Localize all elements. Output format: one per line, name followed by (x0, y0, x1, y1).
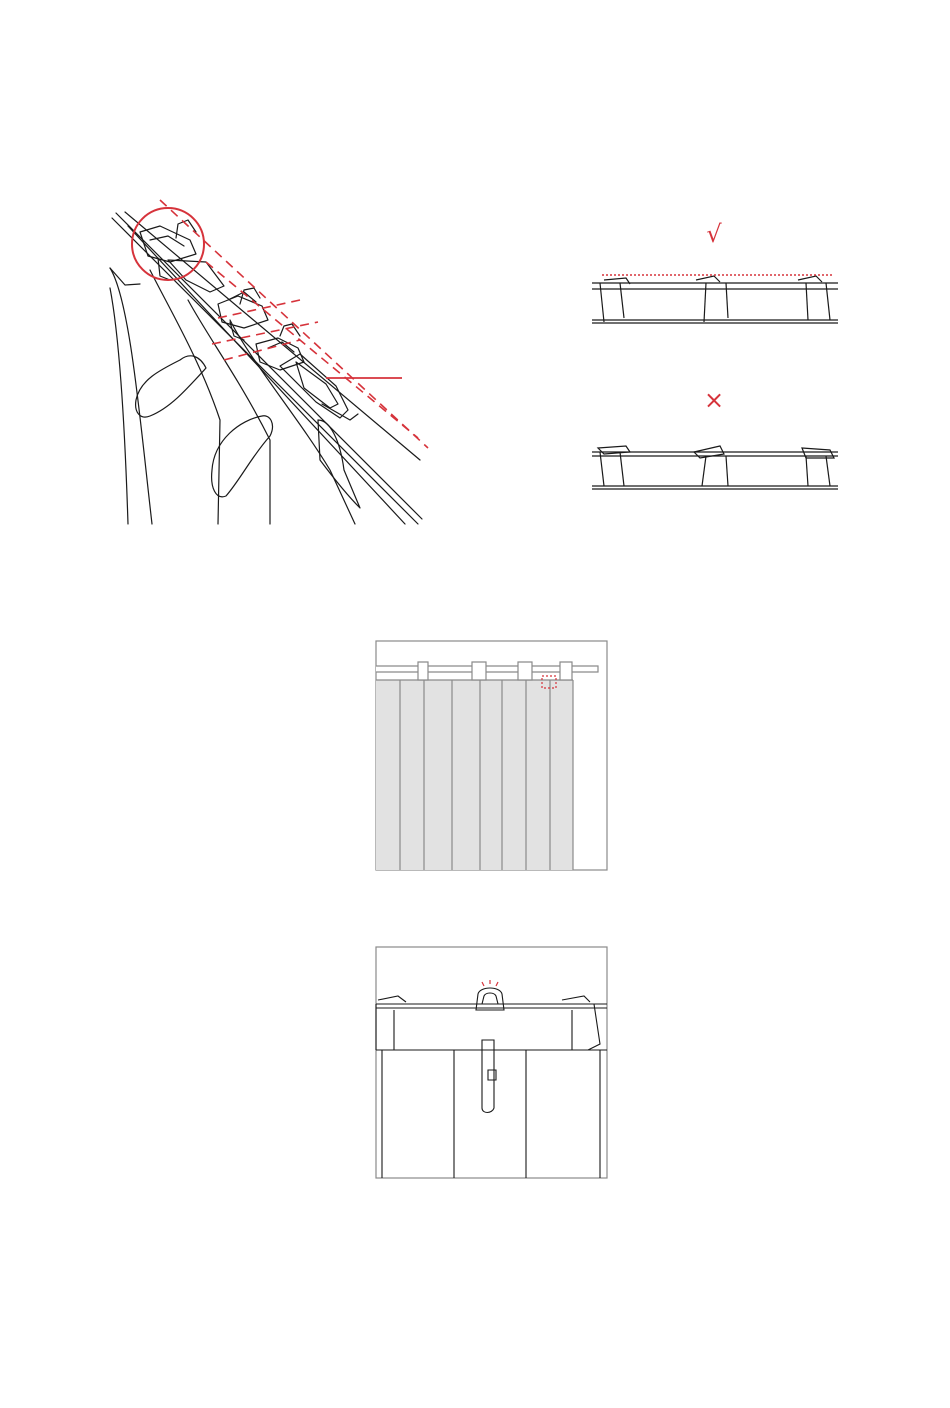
curtain-fabric (376, 680, 573, 870)
incorrect-mark: × (703, 386, 725, 414)
perspective-rod-illustration (110, 212, 422, 524)
correct-mark: √ (706, 220, 722, 248)
rod-correct (592, 276, 838, 323)
curtain-folds (110, 268, 360, 524)
alignment-line-1 (160, 200, 428, 448)
alignment-tick-1 (218, 300, 300, 318)
rod-edge-lower (128, 226, 405, 524)
curtain-front-panel (376, 641, 607, 870)
clip-1 (140, 220, 224, 292)
clip-3 (256, 324, 358, 420)
rod-incorrect (592, 446, 838, 489)
alignment-line-2 (206, 262, 418, 438)
rod-edge-top (112, 218, 418, 524)
closeup-frame (376, 947, 607, 1178)
sensor-closeup-panel (376, 947, 607, 1178)
